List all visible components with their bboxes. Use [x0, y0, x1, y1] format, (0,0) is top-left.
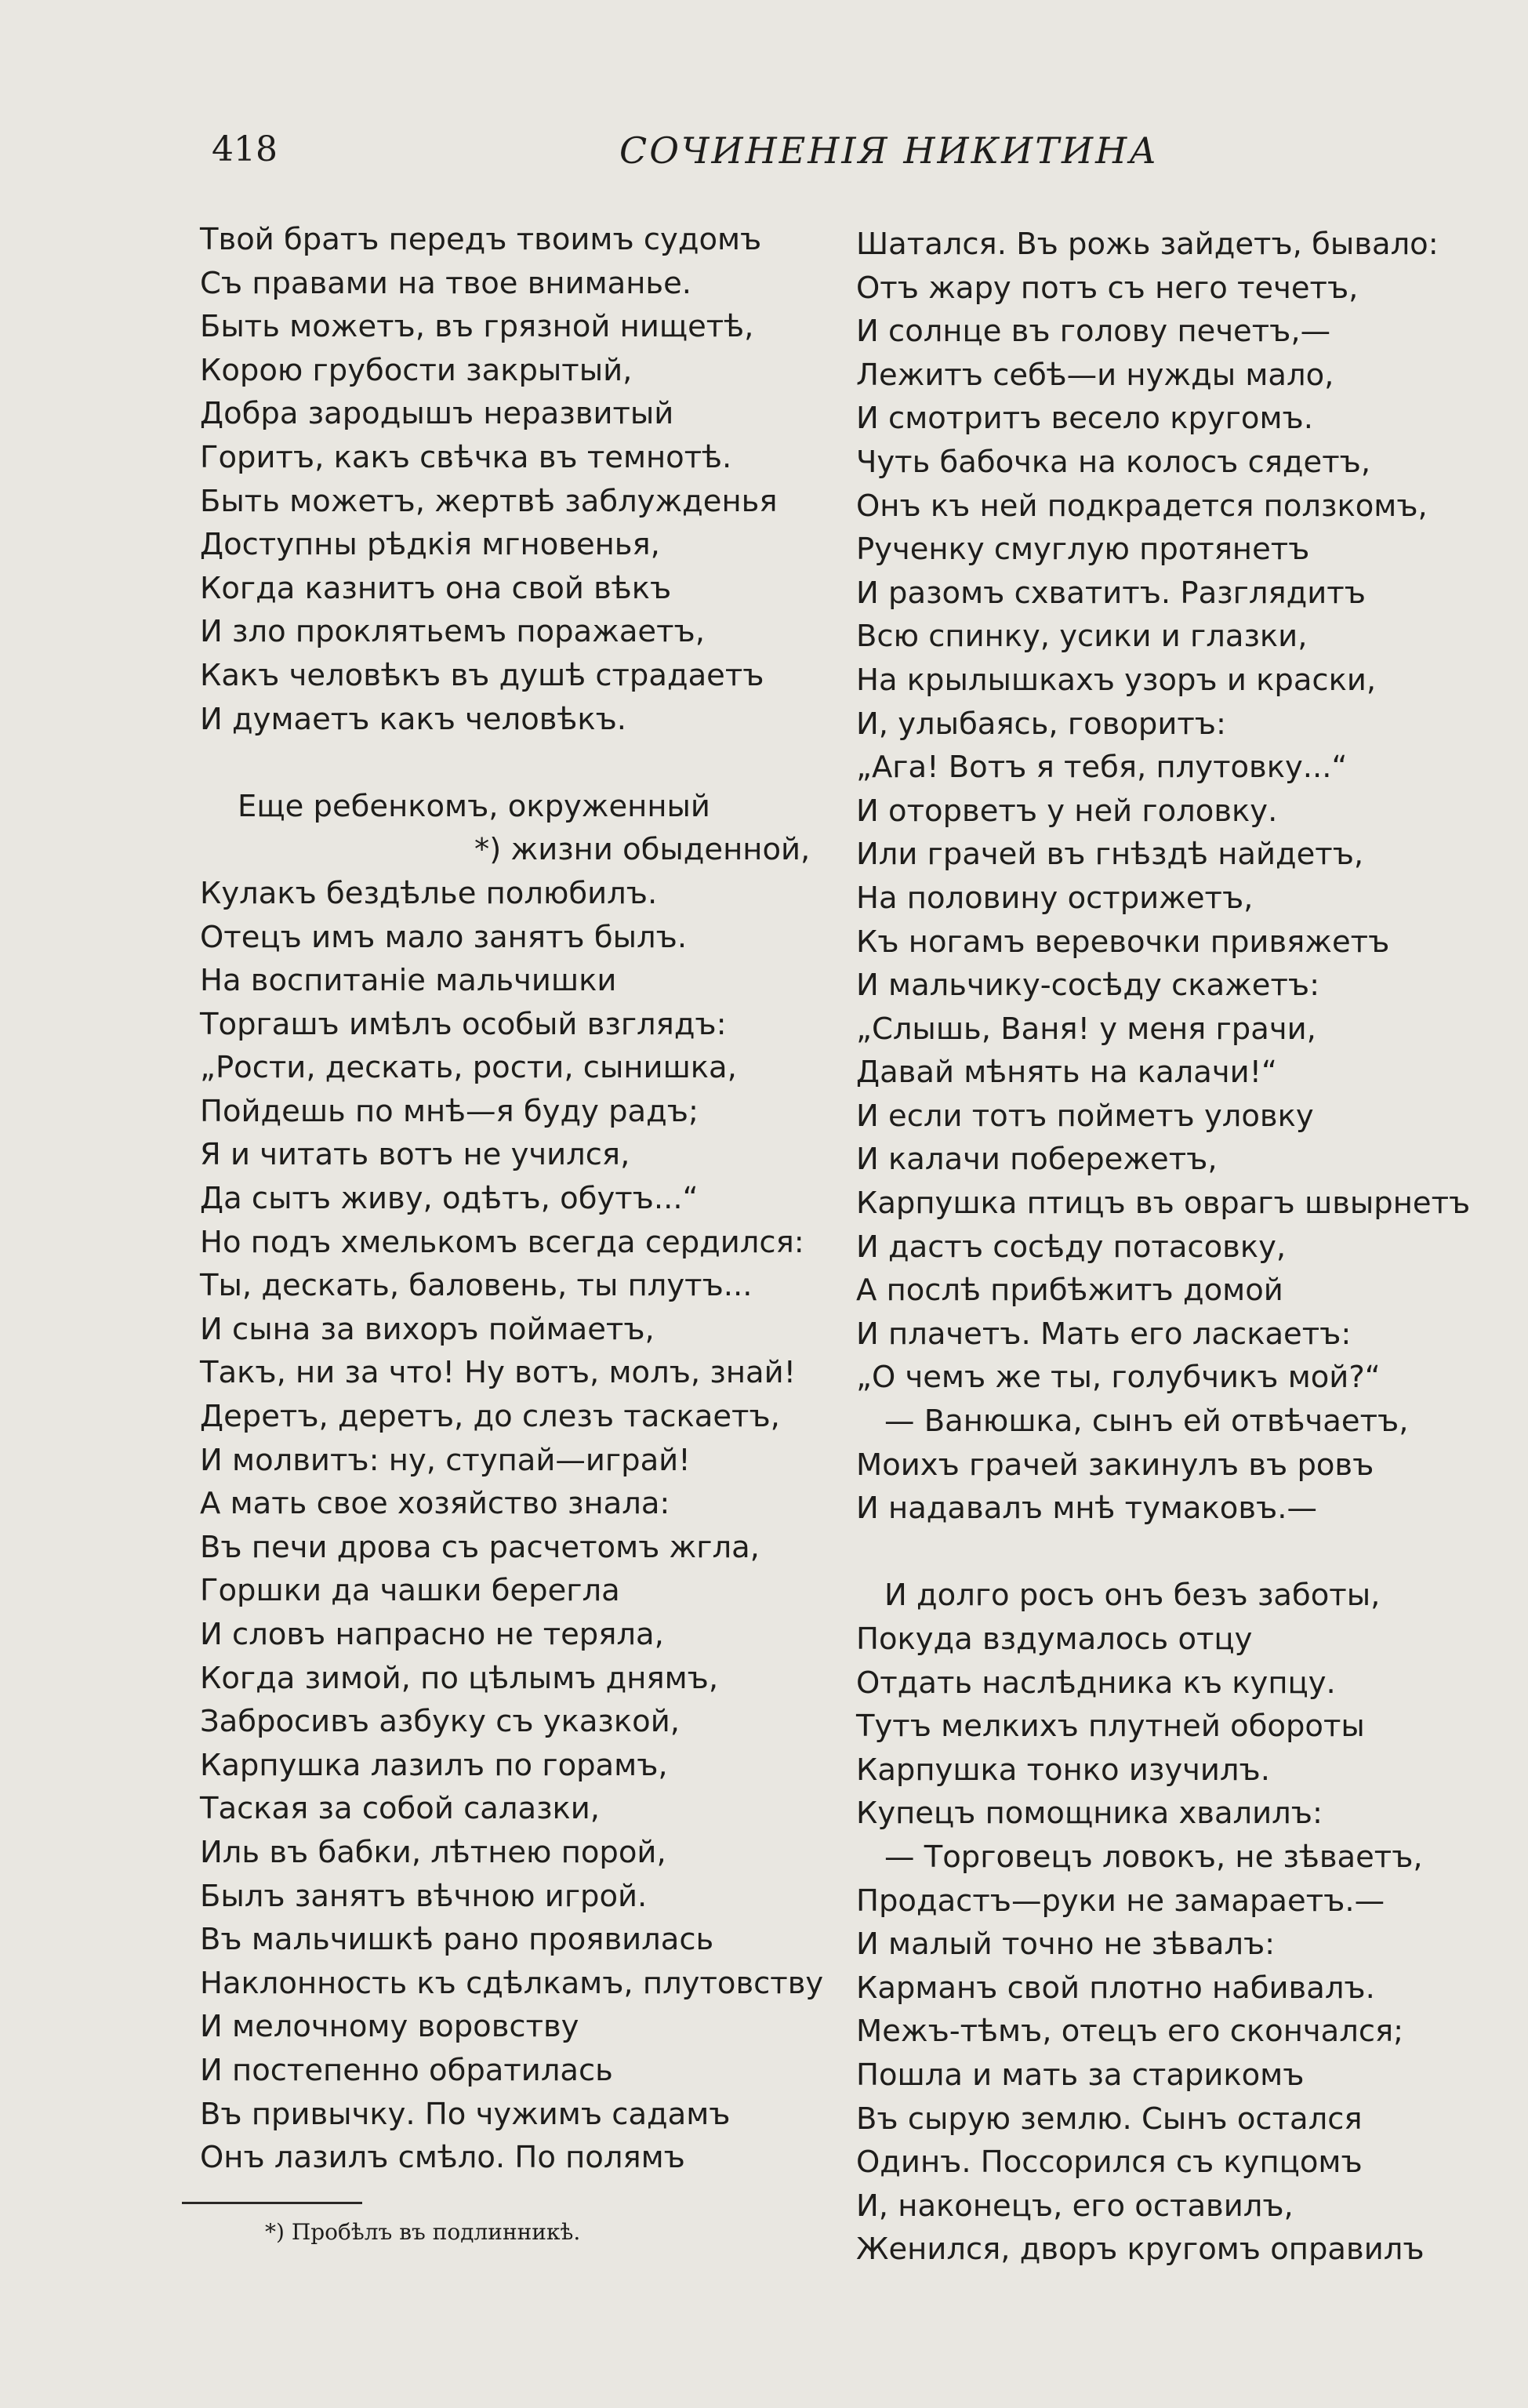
poem-line: Онъ лазилъ смѣло. По полямъ	[200, 2140, 685, 2176]
poem-line: И солнце въ голову печетъ,—	[856, 314, 1331, 350]
poem-line: И калачи побережетъ,	[856, 1142, 1218, 1178]
poem-line: Кулакъ бездѣлье полюбилъ.	[200, 875, 658, 911]
poem-line: Наклонность къ сдѣлкамъ, плутовству	[200, 1965, 824, 2001]
poem-line: Продастъ—руки не замараетъ.—	[856, 1883, 1385, 1919]
left-column	[200, 218, 823, 2180]
poem-line: И словъ напрасно не теряла,	[200, 1617, 664, 1652]
poem-line: И надавалъ мнѣ тумаковъ.—	[856, 1491, 1317, 1527]
poem-line: — Ванюшка, сынъ ей отвѣчаетъ,	[884, 1404, 1409, 1440]
poem-line: Всю спинку, усики и глазки,	[856, 619, 1308, 655]
poem-line: Такъ, ни за что! Ну вотъ, молъ, знай!	[200, 1355, 797, 1391]
poem-line: Торгашъ имѣлъ особый взглядъ:	[200, 1006, 727, 1042]
poem-line: Женился, дворъ кругомъ оправилъ	[856, 2232, 1425, 2268]
poem-line: Онъ къ ней подкрадется ползкомъ,	[856, 488, 1428, 524]
poem-line: А мать свое хозяйство знала:	[200, 1486, 670, 1522]
poem-line: Когда зимой, по цѣлымъ днямъ,	[200, 1660, 719, 1696]
poem-line: Деретъ, деретъ, до слезъ таскаетъ,	[200, 1399, 780, 1435]
poem-line: И мальчику-сосѣду скажетъ:	[856, 968, 1320, 1004]
poem-line: Межъ-тѣмъ, отецъ его скончался;	[856, 2014, 1404, 2050]
poem-line: На крылышкахъ узоръ и краски,	[856, 662, 1377, 698]
poem-line-footnote-ref: *) жизни обыденной,	[474, 832, 811, 868]
poem-line: „Рости, дескать, рости, сынишка,	[200, 1050, 737, 1086]
poem-line: На половину острижетъ,	[856, 880, 1254, 916]
running-title: СОЧИНЕНІЯ НИКИТИНА	[619, 129, 1160, 172]
poem-line: И разомъ схватитъ. Разглядитъ	[856, 575, 1366, 611]
poem-line: Корою грубости закрытый,	[200, 352, 633, 388]
poem-line: Забросивъ азбуку съ указкой,	[200, 1704, 680, 1740]
poem-line: Но подъ хмелькомъ всегда сердился:	[200, 1224, 804, 1260]
poem-line: И дастъ сосѣду потасовку,	[856, 1229, 1287, 1265]
poem-line: И долго росъ онъ безъ заботы,	[884, 1578, 1381, 1614]
poem-line: Шатался. Въ рожь зайдетъ, бывало:	[856, 227, 1439, 262]
poem-line: И постепенно обратилась	[200, 2052, 613, 2088]
poem-line: Быть можетъ, жертвѣ заблужденья	[200, 483, 778, 519]
poem-line: Да сытъ живу, одѣтъ, обутъ...“	[200, 1181, 699, 1217]
poem-line: Я и читать вотъ не учился,	[200, 1137, 630, 1173]
right-column	[856, 223, 1470, 2272]
poem-line: Моихъ грачей закинулъ въ ровъ	[856, 1447, 1374, 1483]
poem-line: „О чемъ же ты, голубчикъ мой?“	[856, 1360, 1381, 1396]
poem-line: Въ привычку. По чужимъ садамъ	[200, 2096, 731, 2132]
poem-line: Карпушка птицъ въ оврагъ швырнетъ	[856, 1186, 1471, 1222]
stanza-gap	[856, 1531, 1470, 1574]
poem-line: Доступны рѣдкія мгновенья,	[200, 527, 660, 563]
poem-line: Горитъ, какъ свѣчка въ темнотѣ.	[200, 439, 732, 475]
poem-line: Давай мѣнять на калачи!“	[856, 1055, 1278, 1091]
poem-line: И зло проклятьемъ поражаетъ,	[200, 614, 705, 650]
poem-line: Когда казнитъ она свой вѣкъ	[200, 570, 672, 606]
poem-line: Добра зародышъ неразвитый	[200, 396, 674, 432]
poem-line: Быть можетъ, въ грязной нищетѣ,	[200, 309, 754, 345]
poem-line: И думаетъ какъ человѣкъ.	[200, 701, 627, 737]
poem-line: И молвитъ: ну, ступай—играй!	[200, 1442, 691, 1478]
footnote: *) Пробѣлъ въ подлинникѣ.	[265, 2219, 581, 2245]
footnote-rule	[182, 2202, 362, 2204]
poem-line: И если тотъ пойметъ уловку	[856, 1098, 1314, 1134]
poem-line: И, улыбаясь, говоритъ:	[856, 706, 1226, 742]
stanza-gap	[200, 741, 823, 785]
poem-line: — Торговецъ ловокъ, не зѣваетъ,	[884, 1839, 1423, 1875]
poem-line: Какъ человѣкъ въ душѣ страдаетъ	[200, 657, 764, 693]
poem-line: А послѣ прибѣжитъ домой	[856, 1273, 1283, 1309]
poem-line: Къ ногамъ веревочки привяжетъ	[856, 924, 1390, 960]
poem-line: И малый точно не зѣвалъ:	[856, 1927, 1276, 1963]
poem-line: Съ правами на твое вниманье.	[200, 265, 692, 301]
poem-line: Отдать наслѣдника къ купцу.	[856, 1665, 1336, 1701]
poem-line: Карпушка тонко изучилъ.	[856, 1752, 1270, 1788]
poem-line: „Слышь, Ваня! у меня грачи,	[856, 1011, 1316, 1047]
poem-line: Горшки да чашки берегла	[200, 1573, 620, 1609]
poem-line: И плачетъ. Мать его ласкаетъ:	[856, 1316, 1352, 1352]
poem-line: И мелочному воровству	[200, 2009, 579, 2045]
poem-line: Чуть бабочка на колосъ сядетъ,	[856, 444, 1371, 480]
poem-line: Отъ жару потъ съ него течетъ,	[856, 270, 1359, 306]
poem-line: Пошла и мать за старикомъ	[856, 2057, 1305, 2093]
poem-line: „Ага! Вотъ я тебя, плутовку...“	[856, 750, 1348, 786]
poem-line: Ты, дескать, баловень, ты плутъ...	[200, 1268, 753, 1304]
poem-line: Въ мальчишкѣ рано проявилась	[200, 1922, 714, 1958]
poem-line: Покуда вздумалось отцу	[856, 1622, 1253, 1657]
poem-line: Одинъ. Поссорился съ купцомъ	[856, 2145, 1363, 2181]
poem-line: Еще ребенкомъ, окруженный	[238, 788, 710, 824]
poem-line: Таская за собой салазки,	[200, 1791, 601, 1827]
poem-line: И оторветъ у ней головку.	[856, 793, 1278, 829]
poem-line: Отецъ имъ мало занятъ былъ.	[200, 919, 688, 955]
poem-line: Былъ занятъ вѣчною игрой.	[200, 1878, 648, 1914]
page-number: 418	[212, 129, 278, 169]
poem-line: И сына за вихоръ поймаетъ,	[200, 1311, 655, 1347]
poem-line: Или грачей въ гнѣздѣ найдетъ,	[856, 837, 1364, 873]
poem-line: И смотритъ весело кругомъ.	[856, 401, 1313, 437]
poem-line: Купецъ помощника хвалилъ:	[856, 1796, 1323, 1832]
poem-line: Пойдешь по мнѣ—я буду радъ;	[200, 1093, 699, 1129]
poem-line: И, наконецъ, его оставилъ,	[856, 2188, 1294, 2224]
poem-line: Въ сырую землю. Сынъ остался	[856, 2101, 1363, 2137]
poem-line: Карпушка лазилъ по горамъ,	[200, 1747, 668, 1783]
poem-line: Рученку смуглую протянетъ	[856, 532, 1310, 568]
poem-line: Въ печи дрова съ расчетомъ жгла,	[200, 1529, 760, 1565]
poem-line: Карманъ свой плотно набивалъ.	[856, 1970, 1375, 2006]
poem-line: На воспитаніе мальчишки	[200, 963, 617, 999]
poem-line: Твой братъ передъ твоимъ судомъ	[200, 222, 762, 257]
poem-line: Тутъ мелкихъ плутней обороты	[856, 1709, 1365, 1745]
poem-line: Иль въ бабки, лѣтнею порой,	[200, 1834, 666, 1870]
poem-line: Лежитъ себѣ—и нужды мало,	[856, 357, 1334, 393]
